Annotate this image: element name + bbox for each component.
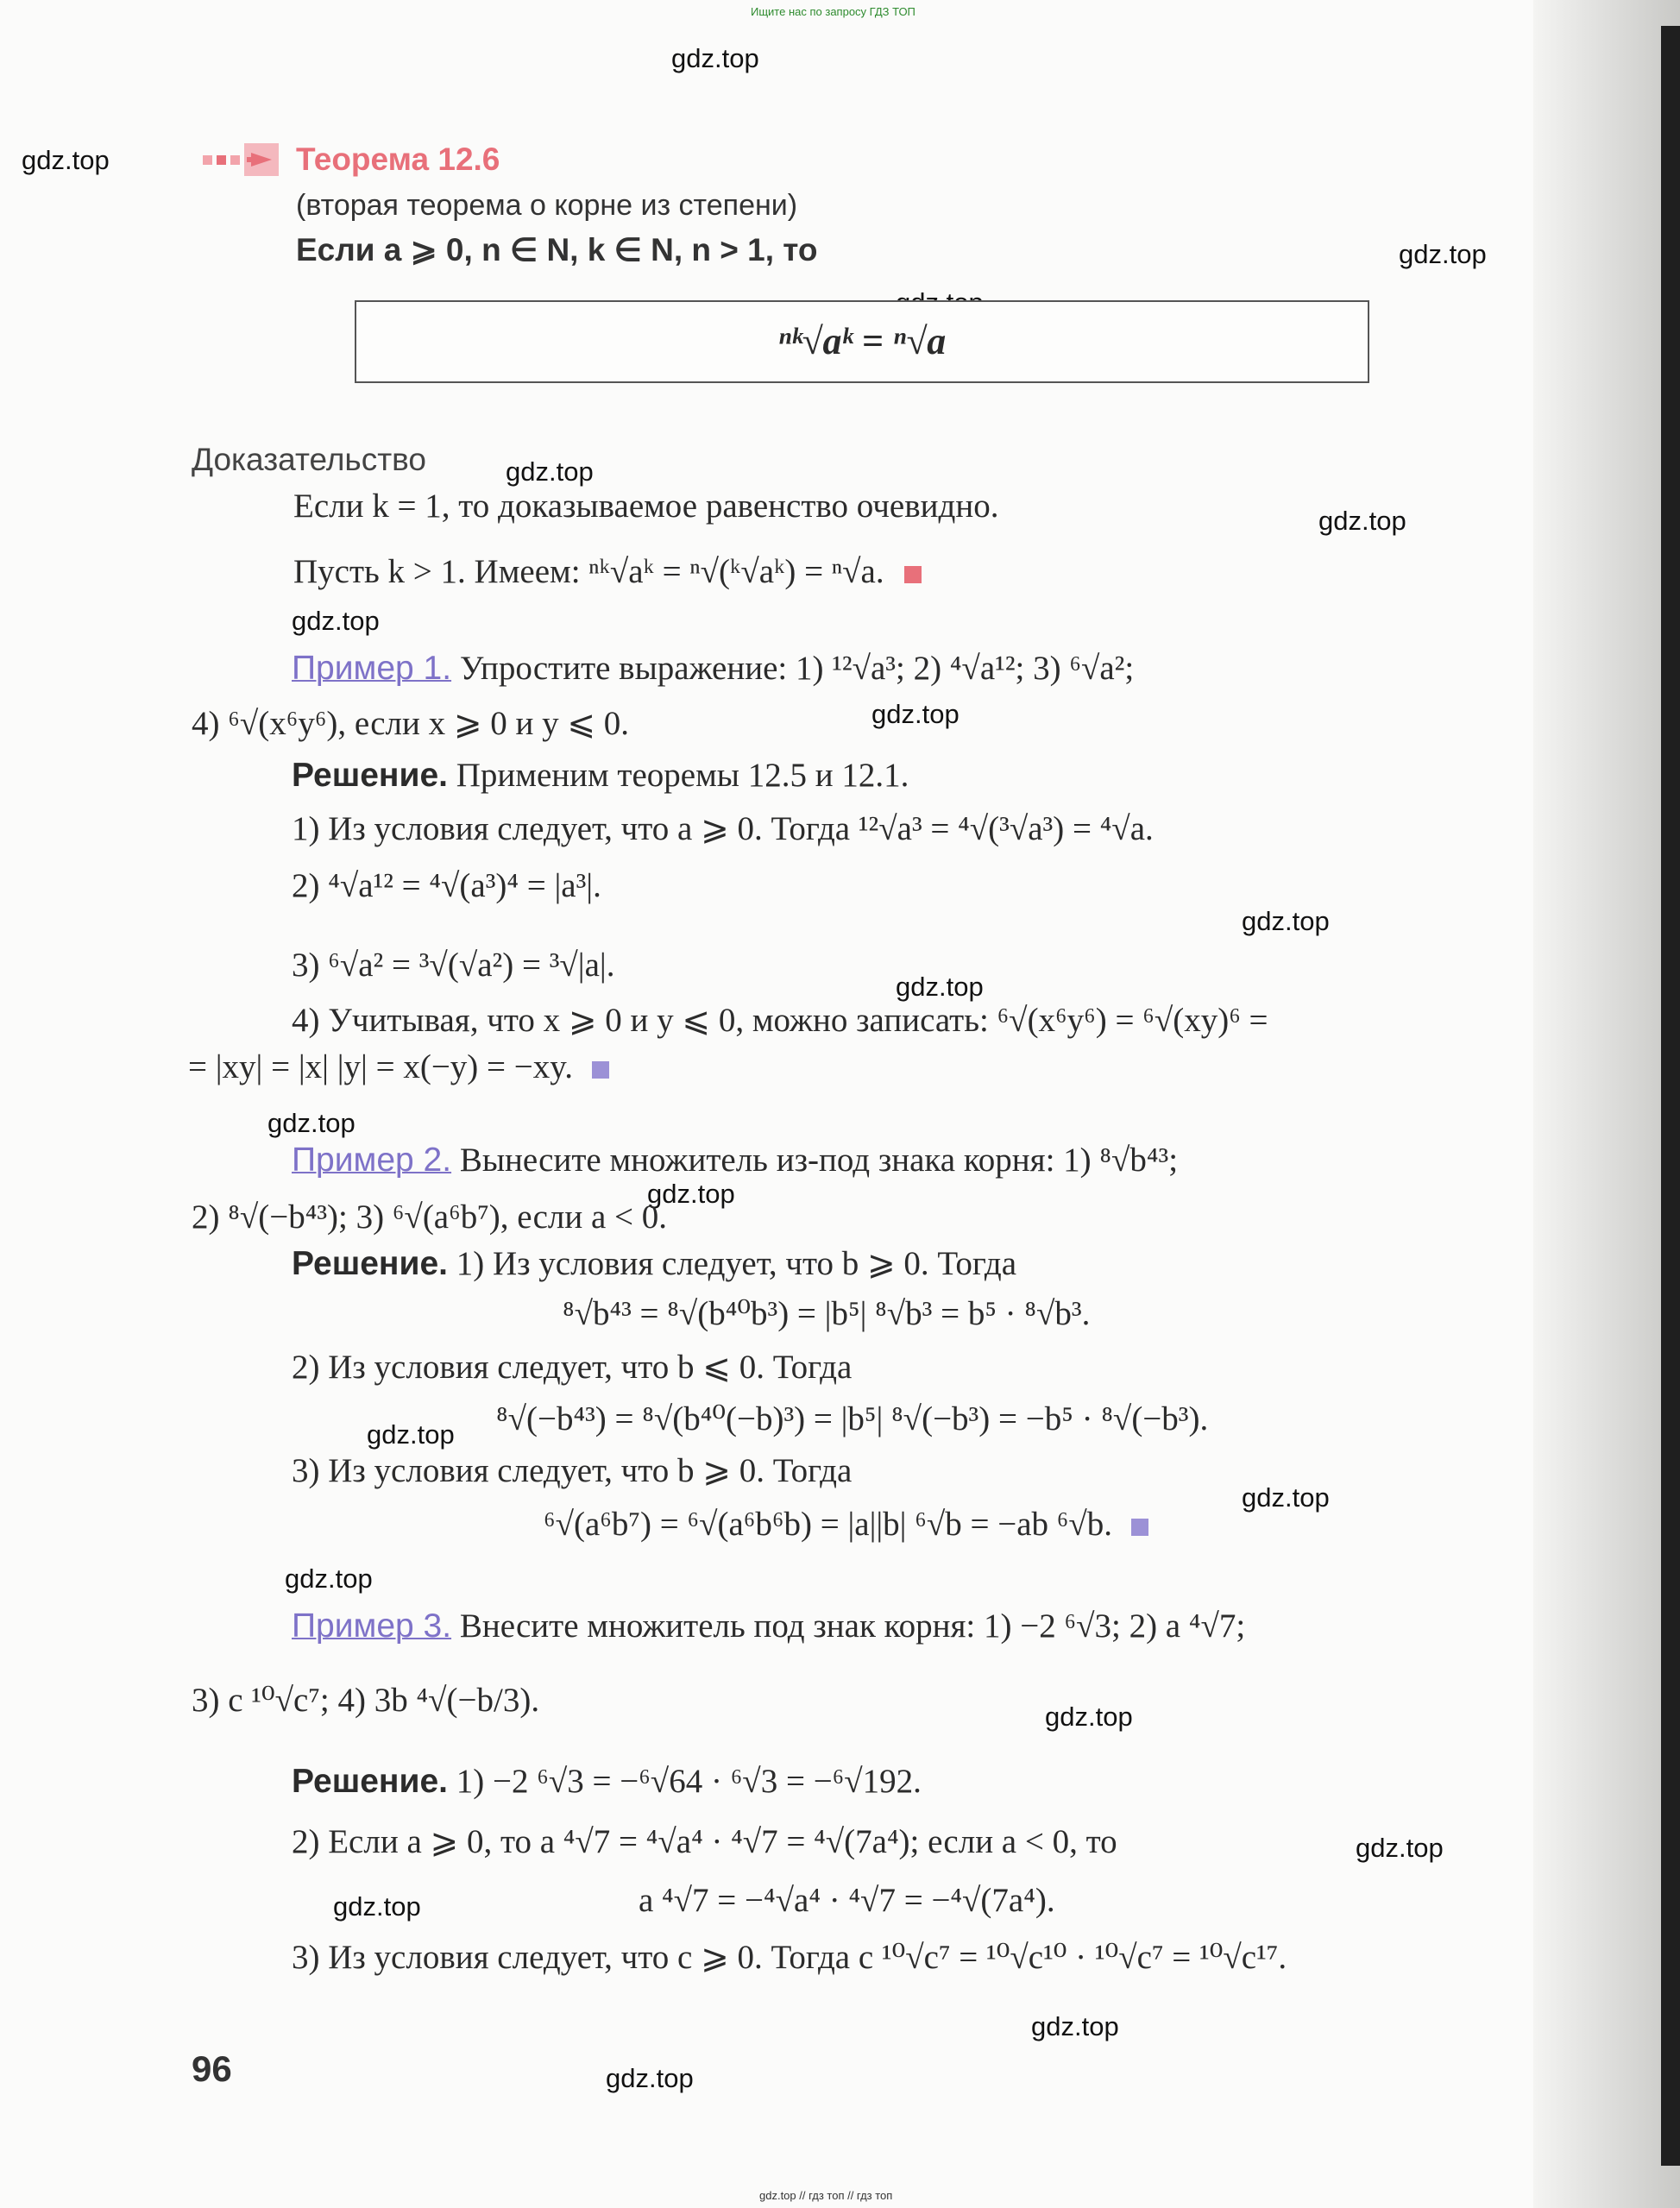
watermark: gdz.top (1045, 1702, 1133, 1732)
example-3-step-3: 3) Из условия следует, что c ⩾ 0. Тогда c ¹⁰√c⁷ = ¹⁰√c¹⁰ · ¹⁰√c⁷ = ¹⁰√c¹⁷. (292, 1939, 1287, 1976)
watermark: gdz.top (1242, 906, 1330, 936)
watermark: gdz.top (1031, 2011, 1119, 2041)
example-2-task-text: Вынесите множитель из-под знака корня: 1) ⁸√b⁴³; (459, 1142, 1179, 1179)
watermark: gdz.top (506, 456, 594, 487)
example-2-task (292, 1141, 1178, 1179)
example-2-step-1-text: 1) Из условия следует, что b ⩾ 0. Тогда (456, 1245, 1017, 1282)
example-2-step-2-formula: ⁸√(−b⁴³) = ⁸√(b⁴⁰(−b)³) = |b⁵| ⁸√(−b³) = −b⁵ · ⁸√(−b³). (496, 1400, 1209, 1437)
example-1-step-1: 1) Из условия следует, что a ⩾ 0. Тогда ¹²√a³ = ⁴√(³√a³) = ⁴√a. (292, 810, 1154, 847)
example-3-task-2: 3) c ¹⁰√c⁷; 4) 3b ⁴√(−b/3). (192, 1682, 540, 1719)
watermark: gdz.top (367, 1419, 455, 1450)
end-of-solution-mark (592, 1061, 609, 1079)
theorem-title: Теорема 12.6 (296, 142, 500, 177)
example-2-label: Пример 2. (292, 1142, 452, 1179)
example-1-solution-intro (292, 756, 909, 795)
watermark: gdz.top (1318, 506, 1406, 536)
solution-intro-text: Применим теоремы 12.5 и 12.1. (456, 757, 909, 794)
example-3-task-text: Внесите множитель под знак корня: 1) −2 ⁶√3; 2) a ⁴√7; (459, 1607, 1246, 1645)
example-2-step-1 (292, 1244, 1016, 1283)
solution-label: Решение. (292, 1763, 448, 1800)
watermark: gdz.top (871, 699, 960, 729)
watermark: gdz.top (1242, 1482, 1330, 1513)
watermark: gdz.top (896, 972, 984, 1002)
example-1-step-2: 2) ⁴√a¹² = ⁴√(a³)⁴ = |a³|. (292, 867, 601, 904)
theorem-formula: ⁿᵏ√aᵏ = ⁿ√a (777, 320, 947, 362)
theorem-arrow-icon (203, 143, 279, 176)
example-1-task (292, 649, 1134, 688)
watermark: gdz.top (1356, 1833, 1444, 1863)
example-2-step-2: 2) Из условия следует, что b ⩽ 0. Тогда (292, 1349, 853, 1386)
watermark: gdz.top (292, 606, 380, 636)
example-1-step-4b-text: = |xy| = |x| |y| = x(−y) = −xy. (188, 1048, 574, 1085)
watermark: gdz.top (333, 1891, 421, 1922)
watermark: gdz.top (267, 1108, 356, 1138)
watermark: gdz.top (671, 43, 759, 73)
example-2-step-1-formula: ⁸√b⁴³ = ⁸√(b⁴⁰b³) = |b⁵| ⁸√b³ = b⁵ · ⁸√b³. (563, 1295, 1091, 1332)
end-of-solution-mark (1131, 1519, 1148, 1536)
example-3-step-2-formula: a ⁴√7 = −⁴√a⁴ · ⁴√7 = −⁴√(7a⁴). (639, 1882, 1055, 1919)
solution-label: Решение. (292, 1245, 448, 1282)
proof-line-1: Если k = 1, то доказываемое равенство очевидно. (293, 488, 999, 525)
top-note: Ищите нас по запросу ГДЗ ТОП (751, 5, 916, 18)
example-1-task-2: 4) ⁶√(x⁶y⁶), если x ⩾ 0 и y ⩽ 0. (192, 705, 630, 742)
example-3-task (292, 1607, 1245, 1645)
example-3-step-1-text: 1) −2 ⁶√3 = −⁶√64 · ⁶√3 = −⁶√192. (456, 1763, 922, 1800)
footer-note: gdz.top // гдз топ // гдз топ (759, 2189, 893, 2202)
example-2-task-2: 2) ⁸√(−b⁴³); 3) ⁶√(a⁶b⁷), если a < 0. (192, 1198, 668, 1236)
example-3-step-2: 2) Если a ⩾ 0, то a ⁴√7 = ⁴√a⁴ · ⁴√7 = ⁴√(7a⁴); если a < 0, то (292, 1823, 1117, 1860)
example-2-step-3-formula (544, 1505, 1148, 1544)
example-1-label: Пример 1. (292, 650, 452, 687)
example-2-step-3-formula-text: ⁶√(a⁶b⁷) = ⁶√(a⁶b⁶b) = |a||b| ⁶√b = −ab ⁶√b. (544, 1506, 1113, 1543)
solution-label: Решение. (292, 757, 448, 794)
watermark: gdz.top (606, 2063, 694, 2093)
watermark: gdz.top (285, 1563, 373, 1594)
example-1-step-4b (188, 1047, 609, 1086)
example-3-label: Пример 3. (292, 1607, 452, 1645)
proof-line-2-text: Пусть k > 1. Имеем: ⁿᵏ√aᵏ = ⁿ√(ᵏ√aᵏ) = ⁿ√a. (293, 553, 884, 590)
proof-heading: Доказательство (192, 442, 426, 477)
page-edge-shadow (1533, 0, 1680, 2208)
watermark: gdz.top (22, 145, 110, 175)
theorem-formula-box (355, 300, 1369, 383)
theorem-condition: Если a ⩾ 0, n ∈ N, k ∈ N, n > 1, то (296, 232, 818, 267)
example-1-task-text: Упростите выражение: 1) ¹²√a³; 2) ⁴√a¹²; 3) ⁶√a²; (459, 650, 1135, 687)
page-binding-edge (1661, 26, 1680, 2166)
end-of-proof-mark (904, 566, 922, 583)
proof-line-2 (293, 552, 922, 591)
theorem-subtitle: (вторая теорема о корне из степени) (296, 189, 798, 222)
example-1-step-3: 3) ⁶√a² = ³√(√a²) = ³√|a|. (292, 947, 615, 984)
example-1-step-4: 4) Учитывая, что x ⩾ 0 и y ⩽ 0, можно записать: ⁶√(x⁶y⁶) = ⁶√(xy)⁶ = (292, 1002, 1268, 1039)
example-3-step-1 (292, 1762, 922, 1801)
watermark: gdz.top (647, 1179, 735, 1209)
example-2-step-3: 3) Из условия следует, что b ⩾ 0. Тогда (292, 1452, 853, 1489)
page-number: 96 (192, 2048, 232, 2089)
watermark: gdz.top (1399, 239, 1487, 269)
